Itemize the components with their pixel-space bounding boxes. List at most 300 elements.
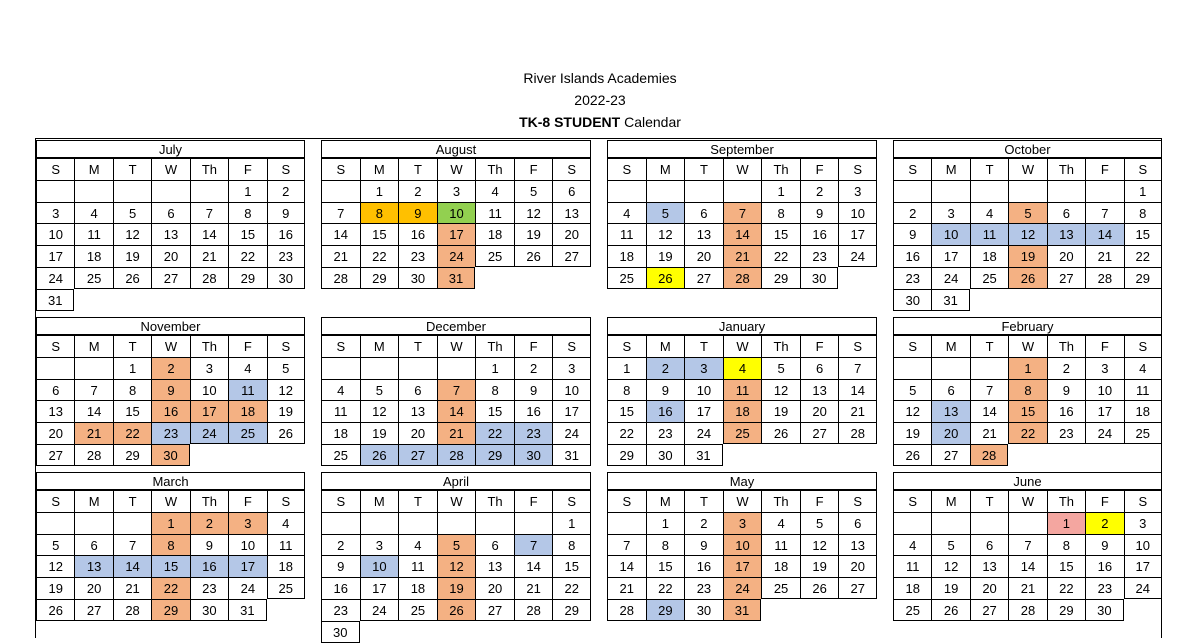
day-header: F: [800, 158, 839, 180]
day-cell: 22: [761, 245, 800, 267]
month-title-march: March: [36, 472, 305, 490]
day-header: W: [1008, 158, 1046, 180]
day-cell: 14: [514, 555, 553, 577]
day-cell: 12: [437, 555, 476, 577]
day-cell: 11: [761, 534, 800, 556]
day-header: Th: [190, 158, 228, 180]
day-cell: 25: [1124, 422, 1162, 444]
day-cell: 19: [931, 577, 969, 599]
day-cell: 13: [552, 202, 591, 224]
empty-cell: [684, 180, 723, 202]
day-cell: 29: [761, 267, 800, 289]
day-header: S: [267, 335, 305, 357]
day-cell: 10: [1085, 379, 1123, 401]
day-cell: 17: [838, 223, 877, 245]
day-cell: 25: [607, 267, 646, 289]
day-cell: 1: [552, 512, 591, 534]
day-cell: 11: [475, 202, 514, 224]
day-cell: 2: [267, 180, 305, 202]
day-cell: 28: [723, 267, 762, 289]
empty-cell: [970, 512, 1008, 534]
day-cell: 10: [437, 202, 476, 224]
day-header: W: [151, 490, 189, 512]
day-cell: 25: [761, 577, 800, 599]
day-cell: 17: [684, 400, 723, 422]
day-cell: 11: [1124, 379, 1162, 401]
day-cell: 12: [931, 555, 969, 577]
day-cell: 23: [646, 422, 685, 444]
day-header: W: [437, 158, 476, 180]
day-cell: 26: [514, 245, 553, 267]
day-cell: 30: [321, 621, 360, 643]
day-header: S: [838, 158, 877, 180]
day-cell: 19: [893, 422, 931, 444]
day-header: F: [228, 158, 266, 180]
day-cell: 18: [607, 245, 646, 267]
day-cell: 1: [607, 357, 646, 379]
day-cell: 6: [838, 512, 877, 534]
day-cell: 2: [321, 534, 360, 556]
empty-cell: [607, 180, 646, 202]
month-title-july: July: [36, 140, 305, 158]
day-cell: 20: [74, 577, 112, 599]
day-cell: 3: [36, 202, 74, 224]
day-cell: 19: [267, 400, 305, 422]
day-cell: 30: [1085, 599, 1123, 621]
day-cell: 30: [684, 599, 723, 621]
month-title-september: September: [607, 140, 877, 158]
day-header: S: [1124, 490, 1162, 512]
day-cell: 8: [1124, 202, 1162, 224]
day-cell: 2: [1047, 357, 1085, 379]
day-cell: 31: [437, 267, 476, 289]
day-cell: 24: [1124, 577, 1162, 599]
day-cell: 8: [761, 202, 800, 224]
month-october: [893, 140, 1162, 310]
day-cell: 13: [36, 400, 74, 422]
day-cell: 25: [475, 245, 514, 267]
day-cell: 4: [1124, 357, 1162, 379]
day-cell: 4: [970, 202, 1008, 224]
day-cell: 16: [514, 400, 553, 422]
day-cell: 27: [838, 577, 877, 599]
empty-cell: [113, 180, 151, 202]
day-cell: 25: [228, 422, 266, 444]
day-cell: 2: [514, 357, 553, 379]
day-cell: 13: [931, 400, 969, 422]
day-cell: 23: [1085, 577, 1123, 599]
day-cell: 29: [1124, 267, 1162, 289]
day-header: W: [723, 158, 762, 180]
empty-cell: [360, 357, 399, 379]
day-header: F: [1085, 490, 1123, 512]
day-cell: 29: [552, 599, 591, 621]
day-cell: 12: [360, 400, 399, 422]
day-cell: 3: [437, 180, 476, 202]
day-cell: 14: [1085, 223, 1123, 245]
day-cell: 19: [761, 400, 800, 422]
day-cell: 9: [893, 223, 931, 245]
day-header: F: [1085, 158, 1123, 180]
day-header: F: [514, 335, 553, 357]
day-cell: 4: [321, 379, 360, 401]
day-cell: 5: [267, 357, 305, 379]
day-cell: 31: [931, 289, 969, 311]
empty-cell: [321, 512, 360, 534]
day-cell: 13: [1047, 223, 1085, 245]
empty-cell: [437, 357, 476, 379]
day-header: S: [36, 490, 74, 512]
day-header: S: [607, 158, 646, 180]
day-cell: 4: [761, 512, 800, 534]
day-cell: 10: [1124, 534, 1162, 556]
day-cell: 23: [1047, 422, 1085, 444]
day-header: S: [36, 335, 74, 357]
day-cell: 20: [1047, 245, 1085, 267]
day-cell: 28: [1008, 599, 1046, 621]
day-cell: 19: [360, 422, 399, 444]
day-cell: 24: [190, 422, 228, 444]
day-header: M: [931, 335, 969, 357]
day-cell: 17: [1124, 555, 1162, 577]
day-cell: 26: [800, 577, 839, 599]
day-header: F: [514, 158, 553, 180]
day-header: W: [1008, 490, 1046, 512]
day-cell: 11: [267, 534, 305, 556]
day-cell: 11: [607, 223, 646, 245]
day-cell: 19: [800, 555, 839, 577]
empty-cell: [1085, 180, 1123, 202]
day-cell: 6: [151, 202, 189, 224]
day-cell: 25: [398, 599, 437, 621]
day-cell: 14: [838, 379, 877, 401]
empty-cell: [74, 512, 112, 534]
day-cell: 5: [646, 202, 685, 224]
day-cell: 9: [646, 379, 685, 401]
day-header: Th: [761, 158, 800, 180]
day-cell: 7: [74, 379, 112, 401]
day-cell: 30: [151, 444, 189, 466]
day-cell: 29: [607, 444, 646, 466]
day-cell: 17: [437, 223, 476, 245]
day-header: S: [552, 158, 591, 180]
day-header: Th: [475, 490, 514, 512]
day-cell: 23: [800, 245, 839, 267]
day-header: W: [151, 158, 189, 180]
day-cell: 8: [1047, 534, 1085, 556]
day-cell: 31: [36, 289, 74, 311]
day-cell: 23: [684, 577, 723, 599]
day-cell: 20: [970, 577, 1008, 599]
day-cell: 16: [800, 223, 839, 245]
month-august: [321, 140, 591, 310]
day-cell: 18: [267, 555, 305, 577]
day-header: S: [893, 335, 931, 357]
day-cell: 18: [321, 422, 360, 444]
day-cell: 3: [552, 357, 591, 379]
day-header: S: [267, 158, 305, 180]
day-cell: 28: [190, 267, 228, 289]
day-header: S: [321, 158, 360, 180]
day-cell: 9: [267, 202, 305, 224]
day-cell: 7: [321, 202, 360, 224]
day-cell: 28: [970, 444, 1008, 466]
month-title-december: December: [321, 317, 591, 335]
day-cell: 13: [800, 379, 839, 401]
day-cell: 1: [1124, 180, 1162, 202]
day-cell: 15: [113, 400, 151, 422]
day-cell: 9: [321, 555, 360, 577]
day-cell: 9: [151, 379, 189, 401]
day-header: M: [74, 335, 112, 357]
day-cell: 9: [398, 202, 437, 224]
day-header: M: [646, 158, 685, 180]
day-cell: 24: [228, 577, 266, 599]
day-cell: 20: [475, 577, 514, 599]
day-cell: 15: [475, 400, 514, 422]
day-cell: 18: [398, 577, 437, 599]
day-cell: 16: [190, 555, 228, 577]
month-january: [607, 317, 877, 487]
day-cell: 13: [151, 223, 189, 245]
empty-cell: [646, 180, 685, 202]
day-header: T: [970, 335, 1008, 357]
day-header: S: [321, 335, 360, 357]
day-cell: 2: [893, 202, 931, 224]
day-cell: 15: [552, 555, 591, 577]
day-cell: 20: [800, 400, 839, 422]
day-cell: 19: [113, 245, 151, 267]
empty-cell: [398, 357, 437, 379]
day-cell: 21: [607, 577, 646, 599]
day-cell: 19: [36, 577, 74, 599]
day-header: Th: [1047, 335, 1085, 357]
day-header: F: [228, 490, 266, 512]
day-header: M: [646, 490, 685, 512]
day-cell: 9: [190, 534, 228, 556]
day-cell: 16: [646, 400, 685, 422]
day-cell: 6: [684, 202, 723, 224]
day-cell: 6: [800, 357, 839, 379]
day-cell: 7: [838, 357, 877, 379]
empty-cell: [360, 512, 399, 534]
day-cell: 1: [360, 180, 399, 202]
calendar-title-rest: Calendar: [620, 114, 681, 130]
day-cell: 28: [113, 599, 151, 621]
month-title-june: June: [893, 472, 1162, 490]
day-cell: 31: [684, 444, 723, 466]
day-cell: 20: [398, 422, 437, 444]
day-header: Th: [475, 158, 514, 180]
day-cell: 7: [607, 534, 646, 556]
day-cell: 24: [360, 599, 399, 621]
day-header: W: [723, 335, 762, 357]
day-header: S: [1124, 158, 1162, 180]
day-cell: 22: [228, 245, 266, 267]
day-cell: 30: [893, 289, 931, 311]
day-cell: 25: [970, 267, 1008, 289]
day-cell: 27: [970, 599, 1008, 621]
empty-cell: [931, 357, 969, 379]
day-header: T: [970, 490, 1008, 512]
day-cell: 2: [1085, 512, 1123, 534]
day-header: M: [931, 490, 969, 512]
day-cell: 1: [228, 180, 266, 202]
day-cell: 28: [74, 444, 112, 466]
day-cell: 5: [1008, 202, 1046, 224]
day-cell: 25: [74, 267, 112, 289]
day-cell: 27: [398, 444, 437, 466]
day-header: M: [74, 490, 112, 512]
day-cell: 1: [1047, 512, 1085, 534]
day-cell: 15: [646, 555, 685, 577]
school-name: River Islands Academies: [523, 70, 677, 86]
day-header: T: [970, 158, 1008, 180]
day-cell: 29: [1047, 599, 1085, 621]
day-cell: 24: [723, 577, 762, 599]
day-cell: 7: [723, 202, 762, 224]
day-cell: 15: [607, 400, 646, 422]
day-header: S: [1124, 335, 1162, 357]
day-header: F: [228, 335, 266, 357]
day-cell: 15: [761, 223, 800, 245]
day-header: F: [514, 490, 553, 512]
day-cell: 6: [970, 534, 1008, 556]
day-cell: 14: [113, 555, 151, 577]
day-cell: 24: [437, 245, 476, 267]
day-cell: 1: [761, 180, 800, 202]
day-cell: 10: [360, 555, 399, 577]
day-cell: 24: [552, 422, 591, 444]
day-cell: 5: [761, 357, 800, 379]
day-cell: 24: [931, 267, 969, 289]
day-cell: 7: [437, 379, 476, 401]
day-cell: 2: [398, 180, 437, 202]
day-cell: 8: [646, 534, 685, 556]
day-cell: 13: [398, 400, 437, 422]
month-title-may: May: [607, 472, 877, 490]
day-header: T: [684, 335, 723, 357]
day-cell: 3: [1085, 357, 1123, 379]
empty-cell: [1047, 180, 1085, 202]
day-header: Th: [1047, 490, 1085, 512]
day-cell: 26: [646, 267, 685, 289]
day-cell: 8: [360, 202, 399, 224]
day-cell: 22: [1124, 245, 1162, 267]
day-cell: 8: [228, 202, 266, 224]
day-header: W: [437, 490, 476, 512]
day-cell: 17: [190, 400, 228, 422]
day-cell: 16: [267, 223, 305, 245]
empty-cell: [1008, 180, 1046, 202]
day-cell: 13: [74, 555, 112, 577]
day-cell: 9: [800, 202, 839, 224]
day-cell: 13: [838, 534, 877, 556]
day-cell: 12: [646, 223, 685, 245]
day-cell: 6: [74, 534, 112, 556]
day-cell: 22: [552, 577, 591, 599]
day-cell: 13: [475, 555, 514, 577]
day-cell: 1: [475, 357, 514, 379]
day-header: S: [267, 490, 305, 512]
day-cell: 12: [514, 202, 553, 224]
day-cell: 10: [228, 534, 266, 556]
day-cell: 21: [1085, 245, 1123, 267]
day-cell: 2: [800, 180, 839, 202]
day-cell: 8: [151, 534, 189, 556]
day-cell: 26: [931, 599, 969, 621]
day-cell: 15: [228, 223, 266, 245]
day-cell: 30: [800, 267, 839, 289]
month-march: [36, 472, 305, 642]
day-cell: 12: [761, 379, 800, 401]
day-cell: 24: [1085, 422, 1123, 444]
day-cell: 7: [970, 379, 1008, 401]
day-cell: 7: [1085, 202, 1123, 224]
day-cell: 7: [113, 534, 151, 556]
day-cell: 2: [190, 512, 228, 534]
day-cell: 15: [1008, 400, 1046, 422]
day-cell: 24: [684, 422, 723, 444]
day-cell: 11: [723, 379, 762, 401]
day-cell: 7: [514, 534, 553, 556]
day-cell: 22: [151, 577, 189, 599]
day-header: T: [113, 335, 151, 357]
day-cell: 6: [398, 379, 437, 401]
day-cell: 10: [931, 223, 969, 245]
month-june: [893, 472, 1162, 642]
day-cell: 21: [113, 577, 151, 599]
day-cell: 17: [36, 245, 74, 267]
day-cell: 4: [607, 202, 646, 224]
day-cell: 11: [74, 223, 112, 245]
day-cell: 21: [74, 422, 112, 444]
day-header: M: [360, 335, 399, 357]
day-header: W: [1008, 335, 1046, 357]
day-header: S: [838, 335, 877, 357]
day-cell: 8: [113, 379, 151, 401]
day-cell: 16: [684, 555, 723, 577]
month-title-january: January: [607, 317, 877, 335]
day-cell: 21: [723, 245, 762, 267]
day-cell: 12: [893, 400, 931, 422]
day-header: T: [398, 158, 437, 180]
calendar-title-bold: TK-8 STUDENT: [519, 114, 621, 130]
day-cell: 20: [838, 555, 877, 577]
day-cell: 11: [970, 223, 1008, 245]
day-cell: 6: [552, 180, 591, 202]
day-cell: 23: [398, 245, 437, 267]
day-cell: 5: [36, 534, 74, 556]
day-header: Th: [475, 335, 514, 357]
day-cell: 10: [552, 379, 591, 401]
day-cell: 2: [646, 357, 685, 379]
day-cell: 28: [437, 444, 476, 466]
day-cell: 16: [321, 577, 360, 599]
day-cell: 1: [113, 357, 151, 379]
day-cell: 18: [1124, 400, 1162, 422]
day-cell: 1: [646, 512, 685, 534]
day-cell: 8: [1008, 379, 1046, 401]
empty-cell: [151, 180, 189, 202]
day-cell: 9: [1085, 534, 1123, 556]
day-cell: 26: [437, 599, 476, 621]
day-cell: 26: [36, 599, 74, 621]
day-header: T: [113, 490, 151, 512]
day-cell: 31: [723, 599, 762, 621]
empty-cell: [893, 357, 931, 379]
day-cell: 23: [321, 599, 360, 621]
